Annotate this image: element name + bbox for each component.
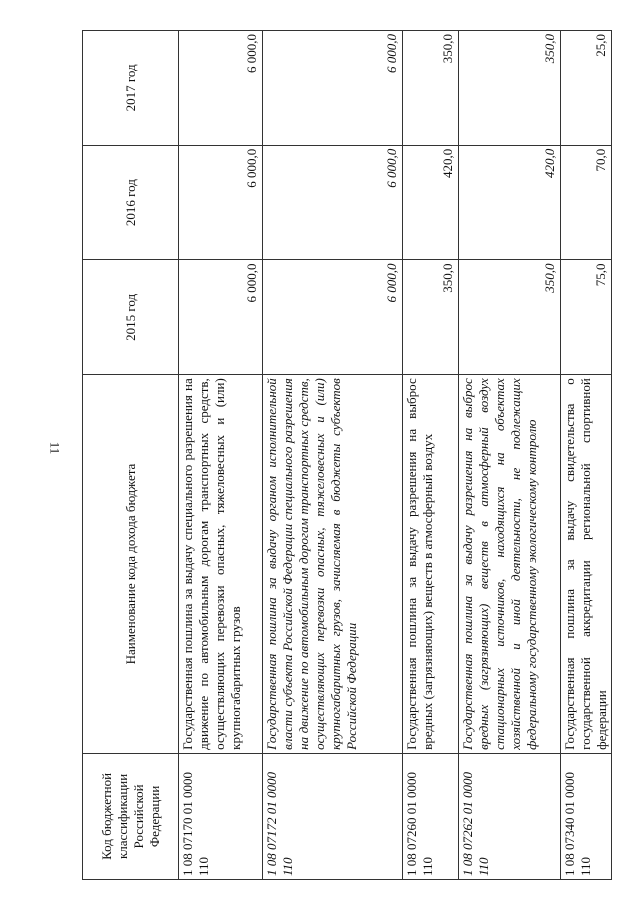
row-code: 1 08 07172 01 0000 110 <box>263 753 403 879</box>
table-row <box>561 31 612 880</box>
row-value-2017: 350,0 <box>403 31 459 146</box>
row-value-2015: 75,0 <box>561 260 612 375</box>
row-code: 1 08 07170 01 0000 110 <box>179 753 263 879</box>
row-value-2016: 420,0 <box>403 145 459 260</box>
row-value-2017: 350,0 <box>459 31 561 146</box>
header-2017: 2017 год <box>83 31 179 146</box>
row-name: Государственная пошлина за выдачу разрешения на выброс вредных (загрязняющих) веществ в атмосферный воздух стационарных источников, находящихся на объектах хозяйственной и иной деятельности, не подлежащих федеральному государственному экологическому контролю <box>459 375 561 754</box>
row-code: 1 08 07262 01 0000 110 <box>459 753 561 879</box>
row-value-2016: 420,0 <box>459 145 561 260</box>
row-value-2016: 6 000,0 <box>263 145 403 260</box>
row-value-2015: 350,0 <box>403 260 459 375</box>
table-row <box>403 31 459 880</box>
header-2016: 2016 год <box>83 145 179 260</box>
row-name: Государственная пошлина за выдачу разрешения на выброс вредных (загрязняющих) веществ в атмосферный воздух <box>403 375 459 754</box>
table-row <box>263 31 403 880</box>
row-value-2016: 70,0 <box>561 145 612 260</box>
row-code: 1 08 07260 01 0000 110 <box>403 753 459 879</box>
revenue-table <box>82 30 612 880</box>
row-code: 1 08 07340 01 0000 110 <box>561 753 612 879</box>
row-value-2015: 6 000,0 <box>179 260 263 375</box>
row-name: Государственная пошлина за выдачу органом исполнительной власти субъекта Российской Федерации специального разрешения на движение по автомобильным дорогам транспортных средств, осуществляющих перевозки опасных, тяжеловесных и (или) крупногабаритных грузов, зачисляемая в бюджеты субъектов Российской Федерации <box>263 375 403 754</box>
table-row <box>179 31 263 880</box>
row-name: Государственная пошлина за выдачу специального разрешения на движение по автомобильным дорогам транспортных средств, осуществляющих перевозки опасных, тяжеловесных и (или) крупногабаритных грузов <box>179 375 263 754</box>
table-row <box>459 31 561 880</box>
rotated-page <box>82 30 609 880</box>
row-value-2017: 25,0 <box>561 31 612 146</box>
page-number: 11 <box>47 441 63 455</box>
header-2015: 2015 год <box>83 260 179 375</box>
row-value-2016: 6 000,0 <box>179 145 263 260</box>
row-value-2015: 6 000,0 <box>263 260 403 375</box>
row-name: Государственная пошлина за выдачу свидетельства о государственной аккредитации региональной спортивной федерации <box>561 375 612 754</box>
row-value-2015: 350,0 <box>459 260 561 375</box>
row-value-2017: 6 000,0 <box>263 31 403 146</box>
header-name: Наименование кода дохода бюджета <box>83 375 179 754</box>
table-header-row <box>83 31 179 880</box>
row-value-2017: 6 000,0 <box>179 31 263 146</box>
header-code: Код бюджетной классификации Российской Федерации <box>83 753 179 879</box>
